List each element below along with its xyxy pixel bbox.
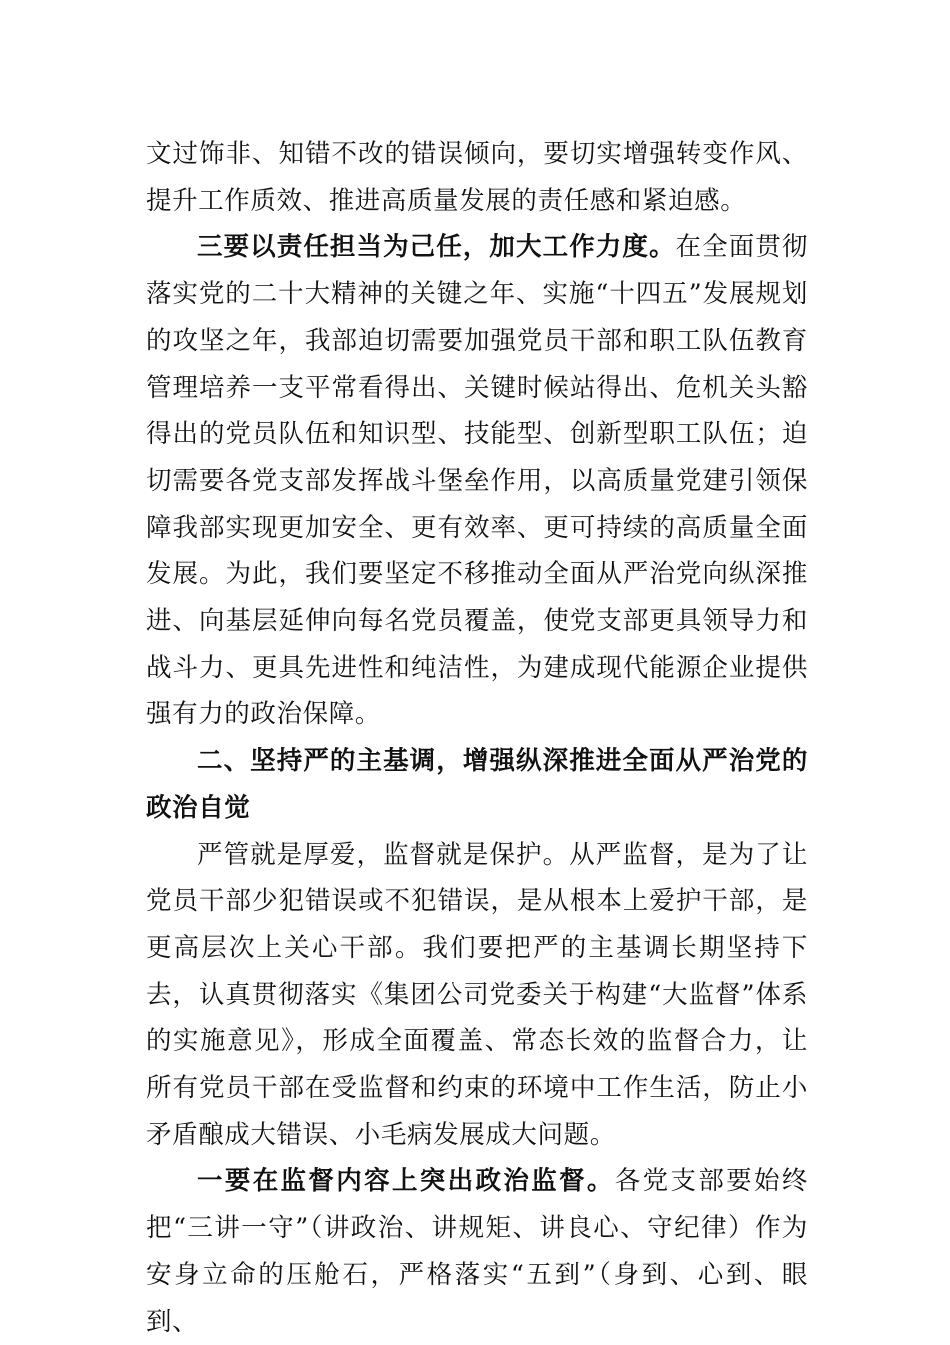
document-body — [146, 131, 808, 1345]
paragraph-text: 文过饰非、知错不改的错误倾向，要切实增强转变作风、提升工作质效、推进高质量发展的责任感和紧迫感。 — [146, 139, 808, 216]
paragraph-strict-supervision — [146, 832, 808, 1159]
paragraph-text: 各党支部要始终把“三讲一守”（讲政治、讲规矩、讲良心、守纪律）作为安身立命的压舱石，严格落实“五到”（身到、心到、眼到、 — [146, 1166, 808, 1337]
paragraph-third-requirement — [146, 224, 808, 738]
paragraph-lead: 一要在监督内容上突出政治监督。 — [197, 1166, 615, 1197]
paragraph-text: 严管就是厚爱，监督就是保护。从严监督，是为了让党员干部少犯错误或不犯错误，是从根本上爱护干部，是更高层次上关心干部。我们要把严的主基调长期坚持下去，认真贯彻落实《集团公司党委关于构建“大监督”体系的实施意见》，形成全面覆盖、常态长效的监督合力，让所有党员干部在受监督和约束的环境中工作生活，防止小矛盾酿成大错误、小毛病发展成大问题。 — [146, 839, 808, 1150]
section-heading: 二、坚持严的主基调，增强纵深推进全面从严治党的政治自觉 — [146, 746, 808, 823]
paragraph-text: 在全面贯彻落实党的二十大精神的关键之年、实施“十四五”发展规划的攻坚之年，我部迫切需要加强党员干部和职工队伍教育管理培养一支平常看得出、关键时候站得出、危机关头豁得出的党员队伍和知识型、技能型、创新型职工队伍；迫切需要各党支部发挥战斗堡垒作用，以高质量党建引领保障我部实现更加安全、更有效率、更可持续的高质量全面发展。为此，我们要坚定不移推动全面从严治党向纵深推进、向基层延伸向每名党员覆盖，使党支部更具领导力和战斗力、更具先进性和纯洁性，为建成现代能源企业提供强有力的政治保障。 — [146, 232, 808, 730]
paragraph-continuation — [146, 131, 808, 224]
paragraph-lead: 三要以责任担当为己任，加大工作力度。 — [197, 232, 676, 263]
paragraph-first-requirement — [146, 1158, 808, 1345]
